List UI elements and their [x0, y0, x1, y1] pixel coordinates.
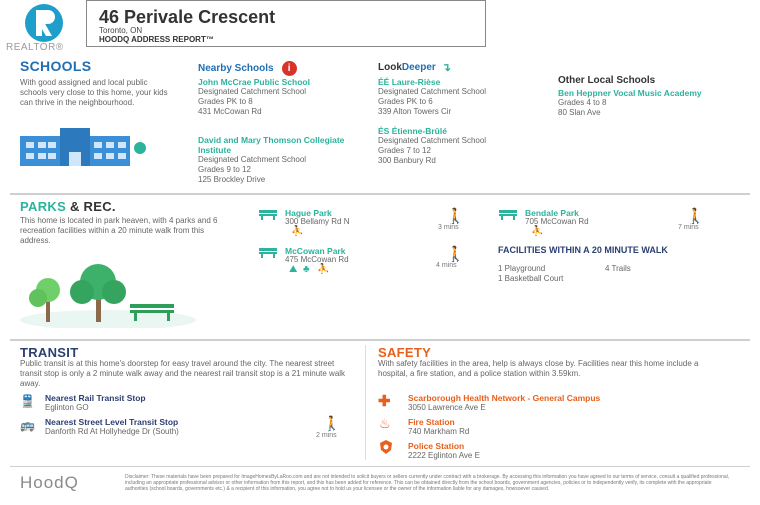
realtor-r-icon — [6, 2, 82, 46]
report-title: HOODQ ADDRESS REPORT™ — [99, 35, 214, 44]
lookdeeper-suffix: Deeper — [401, 62, 436, 73]
playground-icon: ♣ — [303, 264, 310, 275]
transit-title: TRANSIT — [20, 345, 79, 360]
section-divider — [10, 466, 750, 467]
fire-station-name[interactable]: Fire Station — [408, 417, 455, 427]
city-label: Toronto, ON — [99, 26, 143, 35]
basketball-icon: ⛹ — [291, 226, 304, 237]
info-icon[interactable]: i — [282, 61, 297, 76]
walk-icon: 🚶 — [446, 208, 465, 225]
schools-description: With good assigned and local public schools very close to this home, your kids can thrive in the neighbourhood. — [20, 78, 168, 107]
other-school-1[interactable] — [558, 88, 733, 118]
walk-time: 3 mins — [438, 224, 459, 231]
school-type: Designated Catchment School — [378, 87, 487, 96]
safety-item-police[interactable] — [378, 440, 723, 462]
safety-description: With safety facilities in the area, help is always close by. Facilities near this home include a hospital, a fire station, and a police station within 3.59km. — [378, 359, 699, 378]
disclaimer-text: Disclaimer: These materials have been prepared for ImageHomesByLaRoo.com and are not intended to solicit buyers or sellers currently under contract with a brokerage. By accessing this information you have agreed to our terms of service, consult a qualified professional, including an appropriate professional advisor or other information from this report, and this has been added for reference. This can be obtained directly from the school boards, government agencies, policies or to independently verify, its complete with the appropriate authorities (school boards, governments etc.) & a recipient of this information, you agree not to hold us your licensee or the owner of the information liable for any damages, howsoever caused. — [125, 474, 730, 492]
facilities-heading: FACILITIES WITHIN A 20 MINUTE WALK — [498, 245, 668, 255]
park-name[interactable]: Hague Park — [285, 208, 332, 218]
parks-title — [20, 199, 116, 214]
police-badge-icon — [379, 440, 393, 454]
park-illustration — [18, 258, 198, 328]
lookdeeper-arrow-icon: ↴ — [441, 62, 452, 74]
bus-icon: 🚌 — [20, 418, 35, 432]
police-station-address: 2222 Eglinton Ave E — [408, 451, 480, 460]
fire-station-address: 740 Markham Rd — [408, 427, 470, 436]
nearby-school-2[interactable] — [198, 135, 363, 185]
park-address: 705 McCowan Rd — [525, 217, 589, 226]
school-address: 80 Slan Ave — [558, 108, 601, 117]
school-name[interactable]: ÉÉ Laure-Rièse — [378, 77, 441, 87]
police-station-name[interactable]: Police Station — [408, 441, 465, 451]
nearby-schools-label: Nearby Schools — [198, 63, 274, 74]
school-name[interactable]: Ben Heppner Vocal Music Academy — [558, 88, 702, 98]
safety-item-fire[interactable] — [378, 416, 723, 438]
header-box — [86, 0, 486, 47]
school-type: Designated Catchment School — [378, 136, 487, 145]
walk-icon: 🚶 — [446, 246, 465, 263]
school-name[interactable]: ÉS Étienne-Brûlé — [378, 126, 447, 136]
nearby-school-1[interactable] — [198, 77, 363, 117]
facility-1: 1 Playground — [498, 264, 546, 273]
park-item-3[interactable] — [498, 207, 718, 237]
section-divider — [10, 339, 750, 341]
hospital-name[interactable]: Scarborough Health Network - General Campus — [408, 393, 601, 403]
facility-3: 1 Basketball Court — [498, 274, 564, 283]
walk-time: 7 mins — [678, 224, 699, 231]
street-stop: Danforth Rd At Hollyhedge Dr (South) — [45, 427, 179, 436]
park-name[interactable]: Bendale Park — [525, 208, 579, 218]
rail-heading: Nearest Rail Transit Stop — [45, 393, 146, 403]
park-address: 475 McCowan Rd — [285, 255, 349, 264]
realtor-logo — [6, 2, 84, 54]
facility-2: 4 Trails — [605, 264, 631, 273]
bench-icon — [498, 208, 518, 220]
school-name[interactable]: John McCrae Public School — [198, 77, 310, 87]
hoodq-logo: HoodQ — [20, 473, 79, 492]
parks-title-a: PARKS — [20, 199, 67, 214]
hospital-icon: ✚ — [378, 393, 391, 410]
realtor-label: REALTOR® — [6, 42, 64, 53]
walk-time: 4 mins — [436, 262, 457, 269]
school-building-icon — [20, 128, 150, 168]
school-address: 300 Banbury Rd — [378, 156, 436, 165]
basketball-icon: ⛹ — [317, 264, 330, 275]
park-name[interactable]: McCowan Park — [285, 246, 346, 256]
rail-transit-item[interactable] — [20, 393, 350, 413]
parks-description: This home is located in park heaven, with 4 parks and 6 recreation facilities within a 20 minute walk from this address. — [20, 216, 218, 245]
school-address: 125 Brockley Drive — [198, 175, 266, 184]
transit-description: Public transit is at this home's doorstep for easy travel around the city. The nearest street transit stop is only a 2 minute walk away and the nearest rail transit stop is a 21 minute walk away. — [20, 359, 346, 388]
school-type: Designated Catchment School — [198, 87, 307, 96]
park-address: 300 Bellamy Rd N — [285, 217, 350, 226]
bench-icon — [258, 208, 278, 220]
other-schools-heading: Other Local Schools — [558, 75, 656, 86]
walk-icon: 🚶 — [686, 208, 705, 225]
walk-icon: 🚶 — [323, 415, 341, 431]
rail-stop: Eglinton GO — [45, 403, 89, 412]
basketball-icon: ⛹ — [531, 226, 544, 237]
safety-item-hospital[interactable] — [378, 392, 723, 414]
school-grades: Grades 4 to 8 — [558, 98, 607, 107]
trail-icon: ⛰ — [289, 264, 298, 275]
street-heading: Nearest Street Level Transit Stop — [45, 417, 179, 427]
schools-title: SCHOOLS — [20, 58, 92, 74]
school-grades: Grades PK to 8 — [198, 97, 253, 106]
school-grades: Grades 9 to 12 — [198, 165, 251, 174]
walk-time: 2 mins — [316, 432, 337, 439]
safety-title: SAFETY — [378, 345, 432, 360]
park-item-1[interactable] — [258, 207, 468, 237]
lookdeeper-heading — [378, 61, 451, 74]
column-divider — [365, 345, 366, 460]
deeper-school-1[interactable] — [378, 77, 548, 117]
deeper-school-2[interactable] — [378, 126, 548, 166]
street-transit-item[interactable] — [20, 417, 355, 443]
school-address: 431 McCowan Rd — [198, 107, 262, 116]
school-grades: Grades 7 to 12 — [378, 146, 431, 155]
fire-icon: ♨ — [379, 416, 391, 431]
hospital-address: 3050 Lawrence Ave E — [408, 403, 486, 412]
park-item-2[interactable] — [258, 245, 468, 275]
section-divider — [10, 193, 750, 195]
nearby-schools-heading — [198, 61, 297, 76]
lookdeeper-prefix: Look — [378, 62, 402, 73]
school-grades: Grades PK to 6 — [378, 97, 433, 106]
bench-icon — [258, 246, 278, 258]
parks-title-b: & REC. — [66, 199, 116, 214]
school-name[interactable]: David and Mary Thomson Collegiate Institute — [198, 135, 345, 155]
school-type: Designated Catchment School — [198, 155, 307, 164]
school-address: 339 Alton Towers Cir — [378, 107, 452, 116]
train-icon: 🚆 — [20, 394, 35, 408]
address-title: 46 Perivale Crescent — [99, 7, 276, 27]
